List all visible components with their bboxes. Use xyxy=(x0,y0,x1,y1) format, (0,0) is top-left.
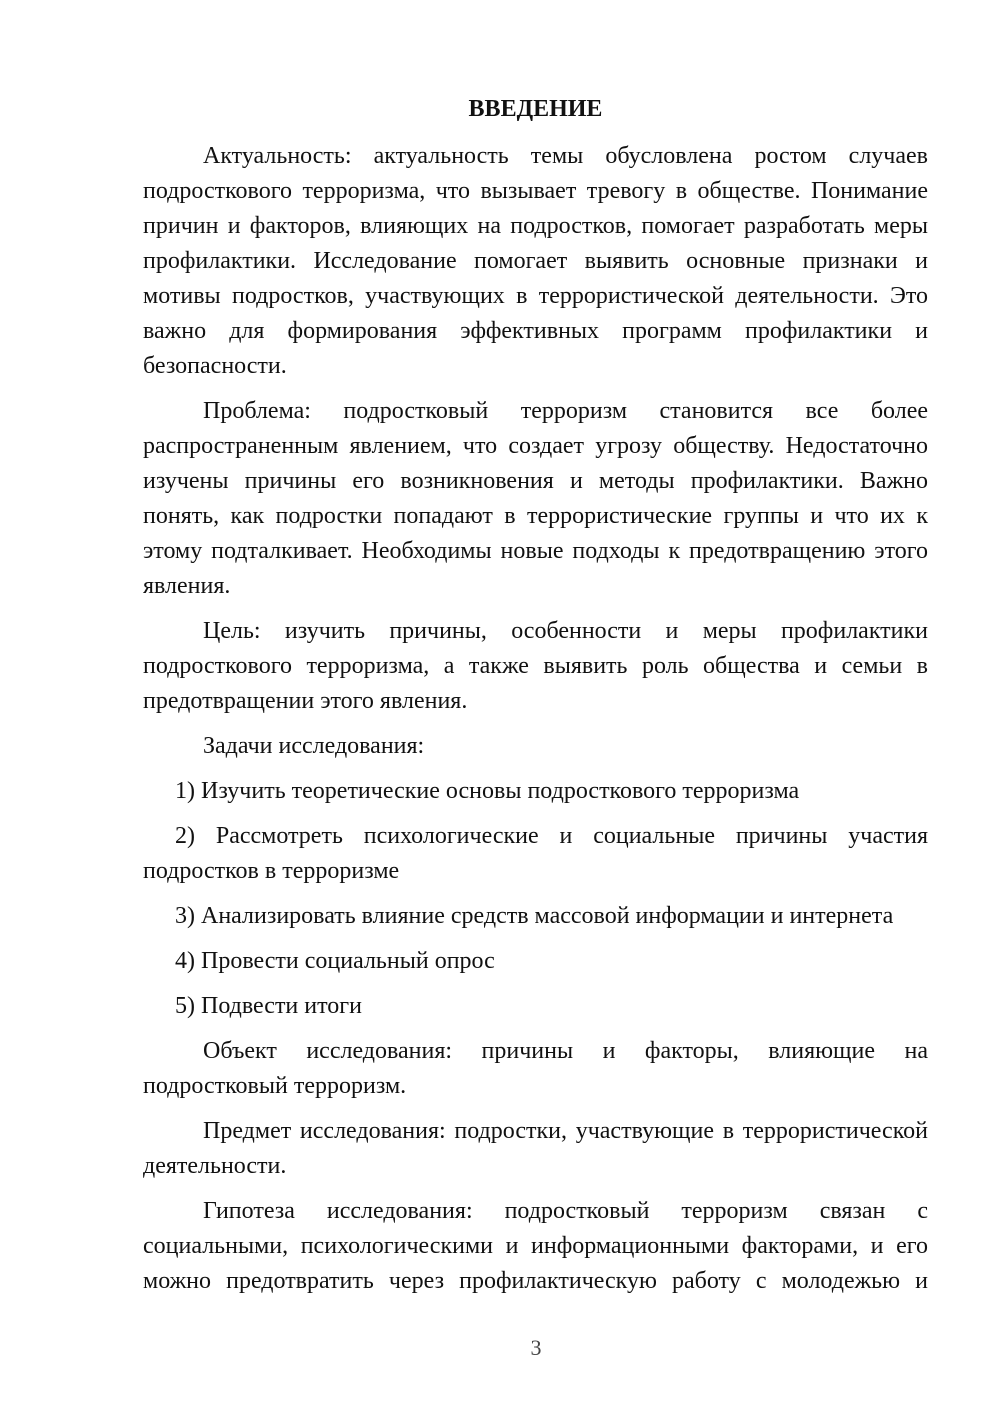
paragraph-subject: Предмет исследования: подростки, участвующие в террористической деятельности. xyxy=(143,1118,928,1179)
task-item-5: 5) Подвести итоги xyxy=(175,993,362,1019)
task-item-3: 3) Анализировать влияние средств массовой информации и интернета xyxy=(175,903,894,929)
page-content xyxy=(143,92,928,1309)
paragraph-problem: Проблема: подростковый терроризм становится все более распространенным явлением, что создает угрозу обществу. Недостаточно изучены причины его возникновения и методы профилактики. Важно понять, как подростки попадают в террористические группы и что их к этому подталкивает. Необходимы новые подходы к предотвращению этого явления. xyxy=(143,398,928,599)
paragraph-hypothesis: Гипотеза исследования: подростковый терроризм связан с социальными, психологическими и информационными факторами, и его можно предотвратить через профилактическую работу с молодежью и xyxy=(143,1198,928,1294)
task-item-1: 1) Изучить теоретические основы подросткового терроризма xyxy=(175,778,800,804)
paragraph-object: Объект исследования: причины и факторы, влияющие на подростковый терроризм. xyxy=(143,1038,928,1099)
page-title: ВВЕДЕНИЕ xyxy=(468,96,603,122)
tasks-heading: Задачи исследования: xyxy=(203,733,425,759)
page-number: 3 xyxy=(530,1335,542,1360)
task-item-2: 2) Рассмотреть психологические и социальные причины участия подростков в терроризме xyxy=(143,823,928,884)
paragraph-relevance: Актуальность: актуальность темы обусловлена ростом случаев подросткового терроризма, что вызывает тревогу в обществе. Понимание причин и факторов, влияющих на подростков, помогает разработать меры профилактики. Исследование помогает выявить основные признаки и мотивы подростков, участвующих в террористической деятельности. Это важно для формирования эффективных программ профилактики и безопасности. xyxy=(143,143,928,379)
paragraph-goal: Цель: изучить причины, особенности и меры профилактики подросткового терроризма, а также выявить роль общества и семьи в предотвращении этого явления. xyxy=(143,618,928,714)
task-item-4: 4) Провести социальный опрос xyxy=(175,948,495,974)
